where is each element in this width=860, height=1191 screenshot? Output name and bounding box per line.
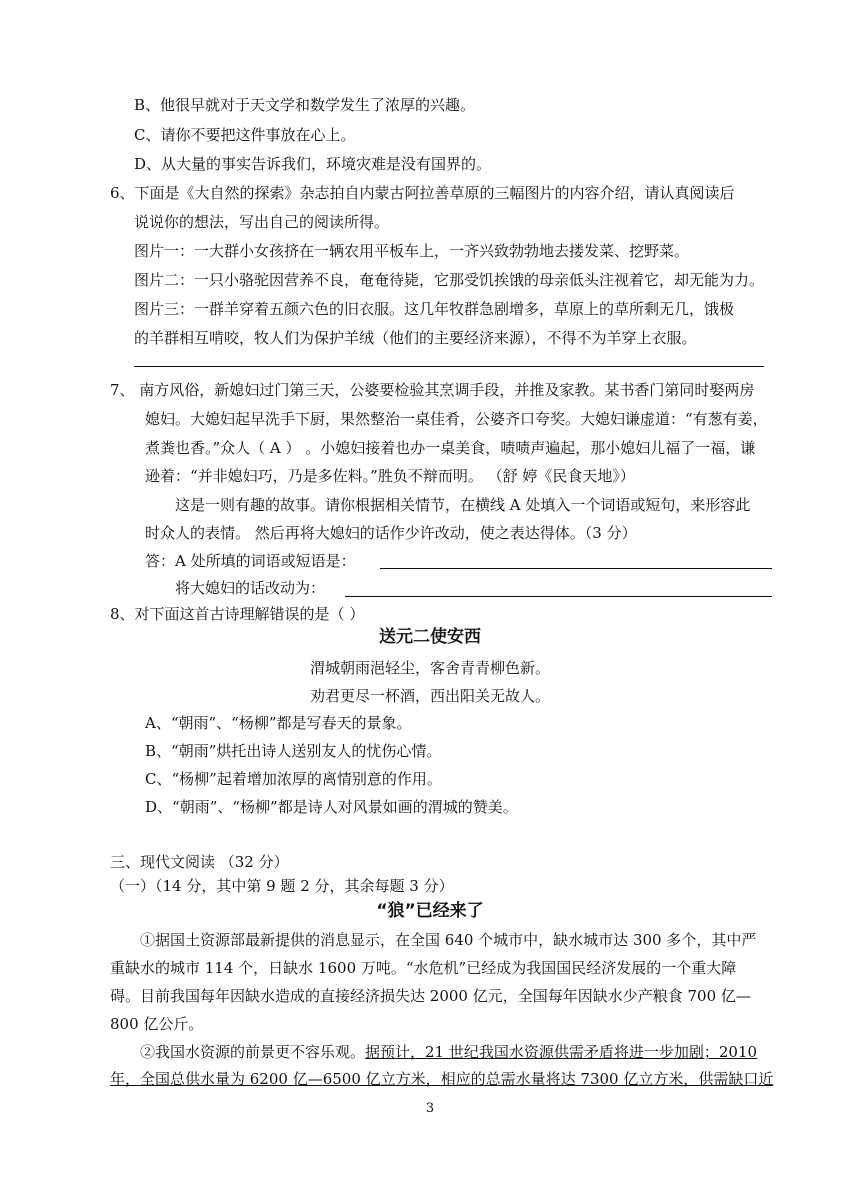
poem-line2: 劝君更尽一杯酒，西出阳关无故人。 xyxy=(309,687,550,705)
q7-answer-b-label: 将大媳妇的话改动为： xyxy=(175,579,326,597)
q8-option-c: C、“杨柳”起着增加浓厚的离情别意的作用。 xyxy=(145,770,442,788)
q5-option-c: C、请你不要把这件事放在心上。 xyxy=(134,126,356,144)
paragraph1-line1: ①据国土资源部最新提供的消息显示，在全国 640 个城市中，缺水城市达 300 多个，其中严 xyxy=(140,931,757,949)
q7-line3: 煮粪也香。”众人（ A ） 。小媳妇接着也办一桌美食，啧啧声遍起，那小媳妇儿福了一福，谦 xyxy=(145,439,756,457)
q7-answer-a-field[interactable] xyxy=(380,568,772,569)
q6-picture-2: 图片二：一只小骆驼因营养不良，奄奄待毙，它那受饥挨饿的母亲低头注视着它，却无能为力。 xyxy=(134,271,765,289)
q7-line4: 逊着：“并非媳妇巧，乃是多佐料。”胜负不辩而明。 （舒 婷《民食天地》） xyxy=(145,467,635,485)
paragraph1-line2: 重缺水的城市 114 个，日缺水 1600 万吨。“水危机”已经成为我国国民经济发展的一个重大障 xyxy=(110,959,737,977)
page-number: 3 xyxy=(425,1101,435,1116)
paragraph2-line2: 年，全国总供水量为 6200 亿—6500 亿立方米，相应的总需水量将达 7300 亿立方米，供需缺口近 xyxy=(110,1070,774,1088)
q7-line6: 时众人的表情。 然后再将大媳妇的话作少许改动，使之表达得体。（3 分） xyxy=(145,524,637,542)
paragraph1-line4: 800 亿公斤。 xyxy=(110,1015,204,1033)
section3-heading: 三、现代文阅读 （32 分） xyxy=(110,853,289,871)
q8-option-b: B、“朝雨”烘托出诗人送别友人的忧伤心情。 xyxy=(145,742,442,760)
q6-picture-1: 图片一：一大群小女孩挤在一辆农用平板车上，一齐兴致勃勃地去搂发菜、挖野菜。 xyxy=(134,242,690,260)
q7-answer-a-label: 答：A 处所填的词语或短语是： xyxy=(145,552,356,570)
q7-answer-b-field[interactable] xyxy=(345,596,772,597)
q7-line1: 7、 南方风俗，新媳妇过门第三天，公婆要检验其烹调手段，并推及家教。某书香门第同时娶两房 xyxy=(110,381,755,399)
q6-answer-line[interactable] xyxy=(134,366,764,367)
q6-stem-line2: 说说你的想法，写出自己的阅读所得。 xyxy=(134,213,390,231)
paragraph2-line1 xyxy=(140,1042,757,1062)
q5-option-b: B、他很早就对于天文学和数学发生了浓厚的兴趣。 xyxy=(134,96,476,114)
q7-line2: 媳妇。大媳妇起早洗手下厨，果然整治一桌佳肴，公婆齐口夸奖。大媳妇谦虚道：“有葱有姜， xyxy=(145,410,768,428)
q6-stem-line1: 6、下面是《大自然的探索》杂志拍自内蒙古阿拉善草原的三幅图片的内容介绍，请认真阅读后 xyxy=(110,184,735,202)
q6-picture-3-line2: 的羊群相互啃咬，牧人们为保护羊绒（他们的主要经济来源），不得不为羊穿上衣服。 xyxy=(134,329,697,347)
paragraph2-underlined-text: 据预计，21 世纪我国水资源供需矛盾将进一步加剧；2010 xyxy=(365,1043,758,1061)
paragraph1-line3: 碍。目前我国每年因缺水造成的直接经济损失达 2000 亿元，全国每年因缺水少产粮食 700 亿— xyxy=(110,987,751,1005)
paragraph2-plain-text: ②我国水资源的前景更不容乐观。 xyxy=(140,1043,366,1061)
q8-option-d: D、“朝雨”、“杨柳”都是诗人对风景如画的渭城的赞美。 xyxy=(145,798,518,816)
q5-option-d: D、从大量的事实告诉我们，环境灾难是没有国界的。 xyxy=(134,155,492,173)
q8-stem: 8、对下面这首古诗理解错误的是（ ） xyxy=(110,605,365,623)
q8-option-a: A、“朝雨”、“杨柳”都是写春天的景象。 xyxy=(145,714,412,732)
poem-line1: 渭城朝雨浥轻尘，客舍青青柳色新。 xyxy=(309,659,550,677)
q6-picture-3-line1: 图片三：一群羊穿着五颜六色的旧衣服。这几年牧群急剧增多，草原上的草所剩无几，饿极 xyxy=(134,300,735,318)
section3-subheading: （一）（14 分，其中第 9 题 2 分，其余每题 3 分） xyxy=(110,877,454,895)
article-title: “狼”已经来了 xyxy=(376,901,484,921)
q7-line5: 这是一则有趣的故事。请你根据相关情节，在横线 A 处填入一个词语或短句，来形容此 xyxy=(175,496,751,514)
poem-title: 送元二使安西 xyxy=(379,627,481,647)
